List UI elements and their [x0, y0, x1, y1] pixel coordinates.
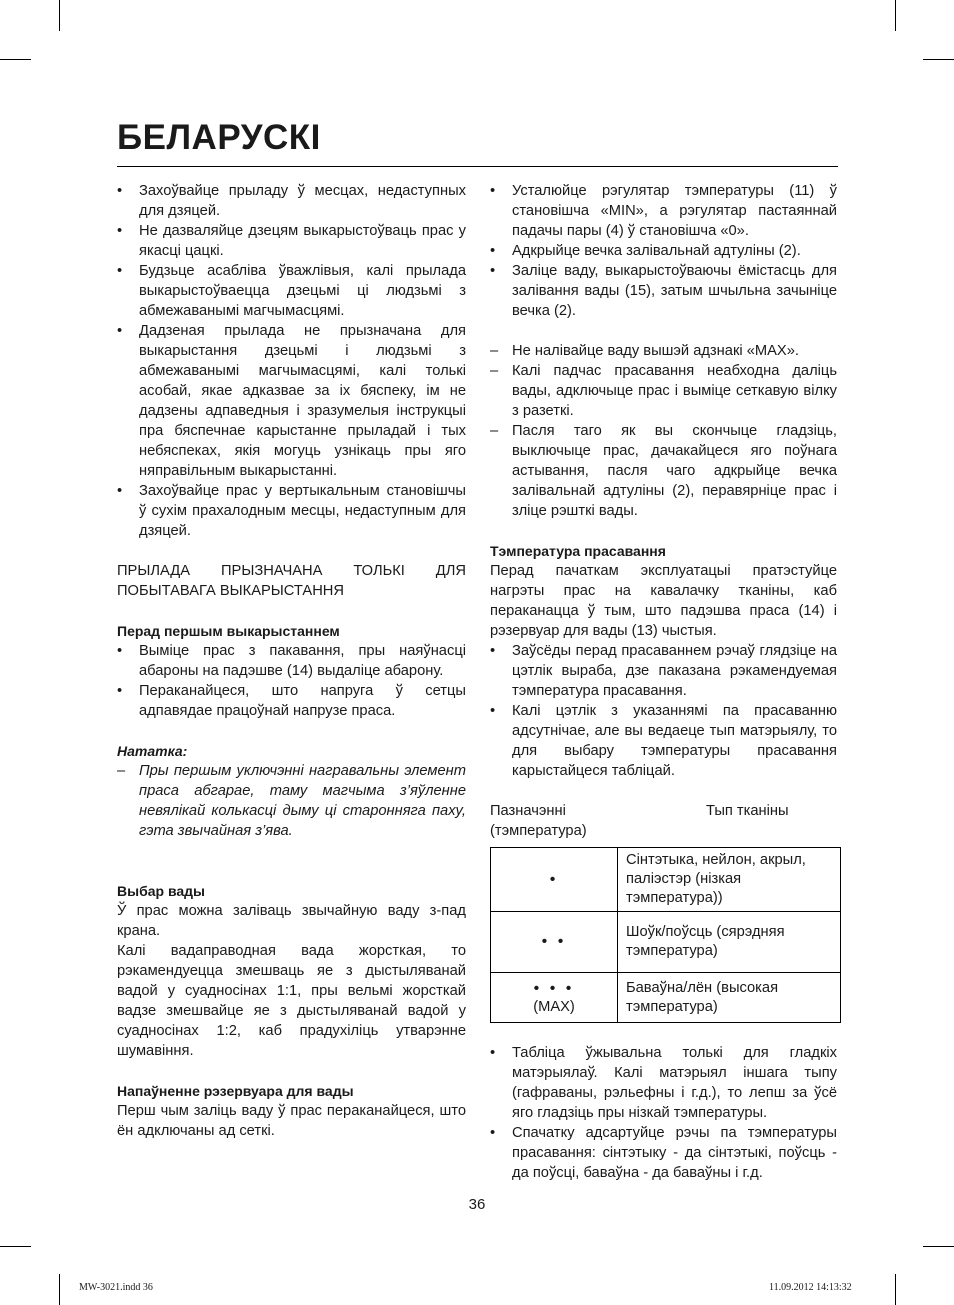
list-item: • Дадзеная прылада не прызначана для выкарыстання дзецьмі і людзьмі з абмежаванымі магчымасцямі, калі толькі асобай, якае адказвае за іх бяспеку, ім не дадзены адпаведныя і зразумелыя інструкцыі пра бяспечнае карыстанне прыладай і тых небяспеках, якія могуць узнікаць пры яго няправільным выкарыстанні. [117, 321, 466, 481]
list-item: – Пасля таго як вы скончыце гладзіць, выключыце прас, дачакайцеся яго поўнага астывання, пасля чаго адкрыйце вечка залівальнай адтуліны (2), перавярніце прас і зліце рэшткі вады. [490, 421, 837, 521]
print-timestamp: 11.09.2012 14:13:32 [769, 1282, 852, 1293]
paragraph: Калі вадаправодная вада жорсткая, то рэкамендуецца змешваць яе з дыстыляванай вадой у суадносінах 1:1, пры вельмі жорсткай вадзе змешвайце яе з дыстыляванай вадой у суадносінах 1:2, каб прадухіліць утварэнне шумавіння. [117, 943, 466, 1059]
page-title: БЕЛАРУСКІ [117, 118, 321, 157]
crop-mark [0, 1246, 31, 1247]
temp-symbol-note: (MAX) [533, 998, 575, 1015]
crop-mark [895, 0, 896, 31]
list-item: • Захоўвайце прыладу ў месцах, недаступных для дзяцей. [117, 181, 466, 221]
list-item: • Заўсёды перад прасаваннем рэчаў глядзіце на цэтлік выраба, дзе паказана рэкамендуемая тэмпература прасавання. [490, 641, 837, 701]
note-list [117, 761, 466, 841]
temp-list [490, 641, 837, 781]
crop-mark [895, 1274, 896, 1305]
table-cell [491, 912, 618, 973]
section-heading: Тэмпература прасавання [490, 543, 666, 559]
list-item: • Калі цэтлік з указаннямі па прасаванню адсутнічае, але вы ведаеце тып матэрыялу, то для выбару тэмпературы прасавання карыстайцеся табліцай. [490, 701, 837, 781]
table-cell: Сінтэтыка, нейлон, акрыл, паліэстэр (нізкая тэмпература)) [618, 848, 841, 912]
paragraph: Ў прас можна заліваць звычайную ваду з-пад крана. [117, 903, 466, 939]
note-heading: Нататка: [117, 743, 188, 759]
list-item: • Будзьце асабліва ўважлівыя, калі прылада выкарыстоўваецца дзецьмі ці людзьмі з абмежаванымі магчымасцямі. [117, 261, 466, 321]
crop-mark [923, 59, 954, 60]
crop-mark [59, 0, 60, 31]
temp-symbol: • [549, 870, 559, 888]
list-item: • Усталюйце рэгулятар тэмпературы (11) ў становішча «MIN», а рэгулятар пастаяннай падачы пары (4) ў становішча «0». [490, 181, 837, 241]
list-item: – Пры першым уключэнні награвальны элемент праса абгарае, таму магчыма з’яўленне невялікай колькасці дыму ці старонняга паху, гэта звычайная з’ява. [117, 761, 466, 841]
list-item: • Спачатку адсартуйце рэчы па тэмпературы прасавання: сінтэтыку - да сінтэтыкі, поўсць - да поўсці, баваўна - да баваўны і г.д. [490, 1123, 837, 1183]
list-item: • Пераканайцеся, што напруга ў сетцы адпавядае працоўнай напрузе праса. [117, 681, 466, 721]
title-rule [117, 166, 838, 167]
crop-mark [59, 1274, 60, 1305]
list-item: • Адкрыйце вечка залівальнай адтуліны (2). [490, 241, 837, 261]
temp-symbol: • • [541, 933, 567, 950]
table-header [490, 801, 837, 841]
section-heading: Напаўненне рэзервуара для вады [117, 1083, 354, 1099]
list-item: • Выміце прас з пакавання, пры наяўнасці абароны на падэшве (14) выдаліце абарону. [117, 641, 466, 681]
temp-symbol: • • • [533, 979, 575, 997]
table-cell: Баваўна/лён (высокая тэмпература) [618, 973, 841, 1023]
household-notice: ПРЫЛАДА ПРЫЗНАЧАНА ТОЛЬКІ ДЛЯ ПОБЫТАВАГА ВЫКАРЫСТАННЯ [117, 563, 466, 599]
table-notes-list [490, 1043, 837, 1183]
paragraph: Перш чым заліць ваду ў прас пераканайцеся, што ён адключаны ад сеткі. [117, 1103, 466, 1139]
temperature-table [490, 847, 841, 1023]
file-label: MW-3021.indd 36 [79, 1282, 153, 1293]
table-cell [491, 848, 618, 912]
fill-warnings-list [490, 341, 837, 521]
table-header-cell: Пазначэнні (тэмпература) [490, 803, 587, 839]
list-item: • Захоўвайце прас у вертыкальным становішчы ў сухім прахалодным месцы, недаступным для дзяцей. [117, 481, 466, 541]
safety-list [117, 181, 466, 541]
table-row [491, 848, 841, 912]
crop-mark [923, 1246, 954, 1247]
table-row [491, 912, 841, 973]
list-item: – Не налівайце ваду вышэй адзнакі «MAX». [490, 341, 837, 361]
table-cell [491, 973, 618, 1023]
section-heading: Перад першым выкарыстаннем [117, 623, 340, 639]
left-column [117, 181, 466, 1141]
crop-mark [0, 59, 31, 60]
section-heading: Выбар вады [117, 883, 205, 899]
list-item: • Табліца ўжывальна толькі для гладкіх матэрыялаў. Калі матэрыял іншага тыпу (гафраваны, рэльефны і г.д.), то лепш за ўсё яго гладзіць пры нізкай тэмпературы. [490, 1043, 837, 1123]
right-column [490, 181, 837, 1183]
list-item: • Заліце ваду, выкарыстоўваючы ёмістасць для залівання вады (15), затым шчыльна зачыніце вечка (2). [490, 261, 837, 321]
table-header-cell: Тып тканіны [706, 803, 789, 819]
list-item: – Калі падчас прасавання неабходна даліць вады, адключыце прас і выміце сеткавую вілку з разеткі. [490, 361, 837, 421]
table-cell: Шоўк/поўсць (сярэдняя тэмпература) [618, 912, 841, 973]
page-number: 36 [468, 1196, 486, 1213]
list-item: • Не дазваляйце дзецям выкарыстоўваць прас у якасці цацкі. [117, 221, 466, 261]
first-use-list [117, 641, 466, 721]
fill-steps-list [490, 181, 837, 321]
table-row [491, 973, 841, 1023]
paragraph: Перад пачаткам эксплуатацыі пратэстуйце нагрэты прас на кавалачку тканіны, каб пераканацца ў тым, што падэшва праса (14) і рэзервуар для вады (13) чыстыя. [490, 563, 837, 639]
